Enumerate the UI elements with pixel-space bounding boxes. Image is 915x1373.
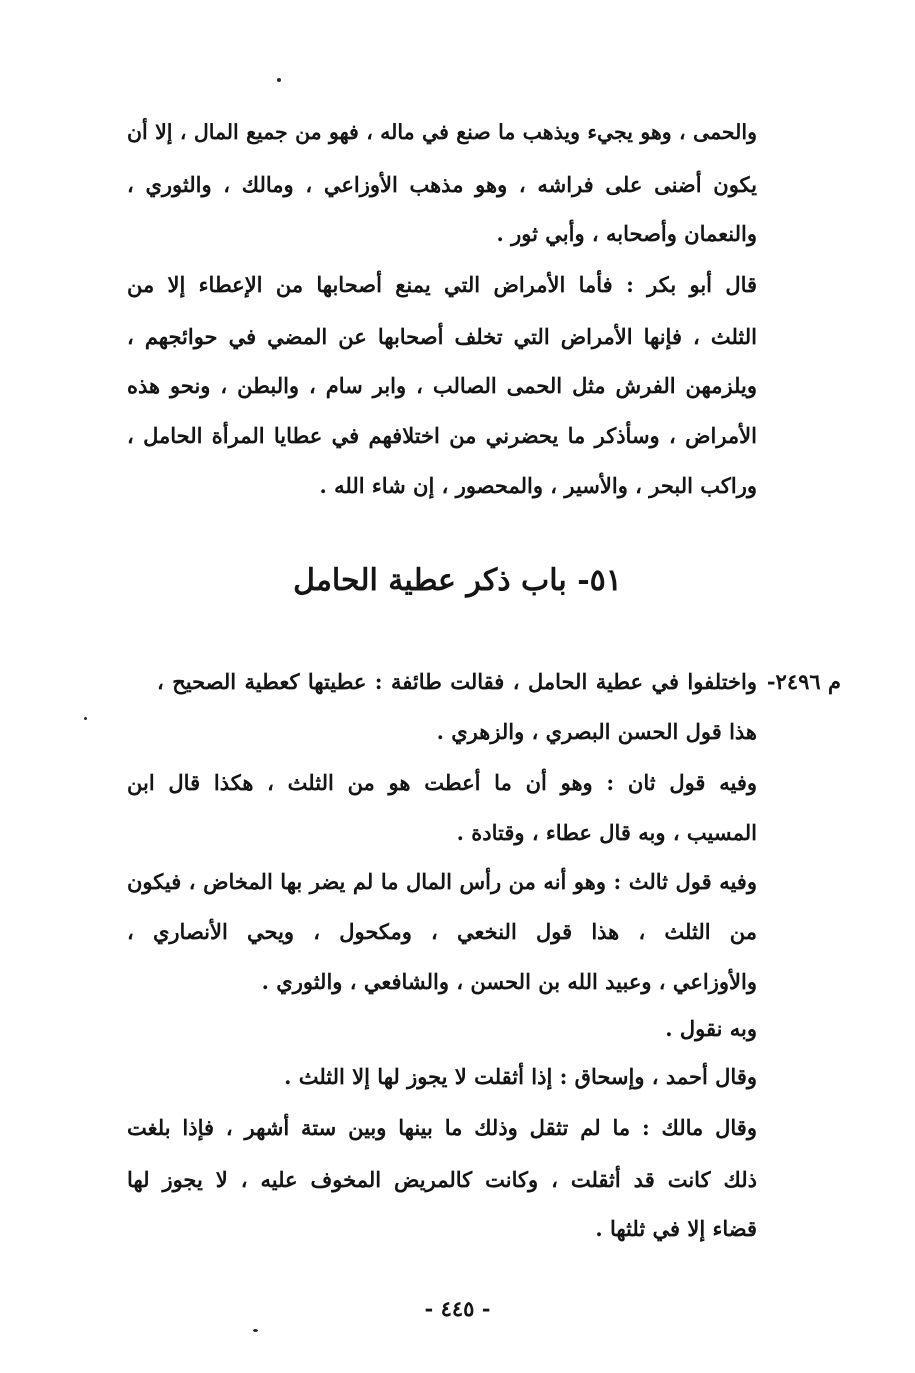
abu-bakr-lead: قال أبو بكر : <box>626 272 758 297</box>
scan-speck <box>277 78 281 82</box>
entry-line-9: وقال أحمد ، وإسحاق : إذا أثقلت لا يجوز لها إلا الثلث . <box>284 1064 757 1089</box>
entry-number: م ٢٤٩٦- <box>766 669 841 694</box>
paragraph-2-line-5: وراكب البحر ، والأسير ، والمحصور ، إن شاء الله . <box>319 473 757 498</box>
paragraph-1-line-2: يكون أضنى على فراشه ، وهو مذهب الأوزاعي ، ومالك ، والثوري ، <box>127 172 757 197</box>
entry-line-3: وفيه قول ثان : وهو أن ما أعطت هو من الثلث ، هكذا قال ابن <box>127 770 757 795</box>
paragraph-2-line-3: ويلزمهن الفرش مثل الحمى الصالب ، وابر سام ، والبطن ، ونحو هذه <box>127 373 757 398</box>
entry-line-1: واختلفوا في عطية الحامل ، فقالت طائفة : عطيتها كعطية الصحيح ، <box>157 669 757 694</box>
entry-line-8: وبه نقول . <box>665 1016 757 1041</box>
paragraph-1-line-1: والحمى ، وهو يجيء ويذهب ما صنع في ماله ، فهو من جميع المال ، إلا أن <box>127 120 757 144</box>
entry-line-4: المسيب ، وبه قال عطاء ، وقتادة . <box>456 820 757 845</box>
entry-line-2: هذا قول الحسن البصري ، والزهري . <box>436 719 757 744</box>
chapter-heading: ٥١- باب ذكر عطية الحامل <box>293 563 622 598</box>
scan-speck <box>253 1329 258 1332</box>
entry-line-5: وفيه قول ثالث : وهو أنه من رأس المال ما لم يضر بها المخاض ، فيكون <box>127 869 757 894</box>
entry-line-6: من الثلث ، هذا قول النخعي ، ومكحول ، ويحي الأنصاري ، <box>127 919 757 944</box>
entry-line-10: وقال مالك : ما لم تثقل وذلك ما بينها وبين ستة أشهر ، فإذا بلغت <box>127 1115 757 1140</box>
entry-line-7: والأوزاعي ، وعبيد الله بن الحسن ، والشافعي ، والثوري . <box>261 969 757 994</box>
paragraph-2-line-2: الثلث ، فإنها الأمراض التي تخلف أصحابها عن المضي في حوائجهم ، <box>127 324 757 349</box>
scan-speck <box>84 717 87 720</box>
paragraph-1-line-3: والنعمان وأصحابه ، وأبي ثور . <box>496 221 757 246</box>
entry-line-11: ذلك كانت قد أثقلت ، وكانت كالمريض المخوف عليه ، لا يجوز لها <box>127 1167 757 1192</box>
page-number: - ٤٤٥ - <box>424 1296 491 1321</box>
paragraph-2-line-1-text: فأما الأمراض التي يمنع أصحابها من الإعطاء إلا من <box>127 272 613 297</box>
paragraph-2-line-4: الأمراض ، وسأذكر ما يحضرني من اختلافهم في عطايا المرأة الحامل ، <box>127 423 757 448</box>
paragraph-2-line-1 <box>127 265 757 305</box>
entry-line-12: قضاء إلا في ثلثها . <box>595 1216 757 1241</box>
